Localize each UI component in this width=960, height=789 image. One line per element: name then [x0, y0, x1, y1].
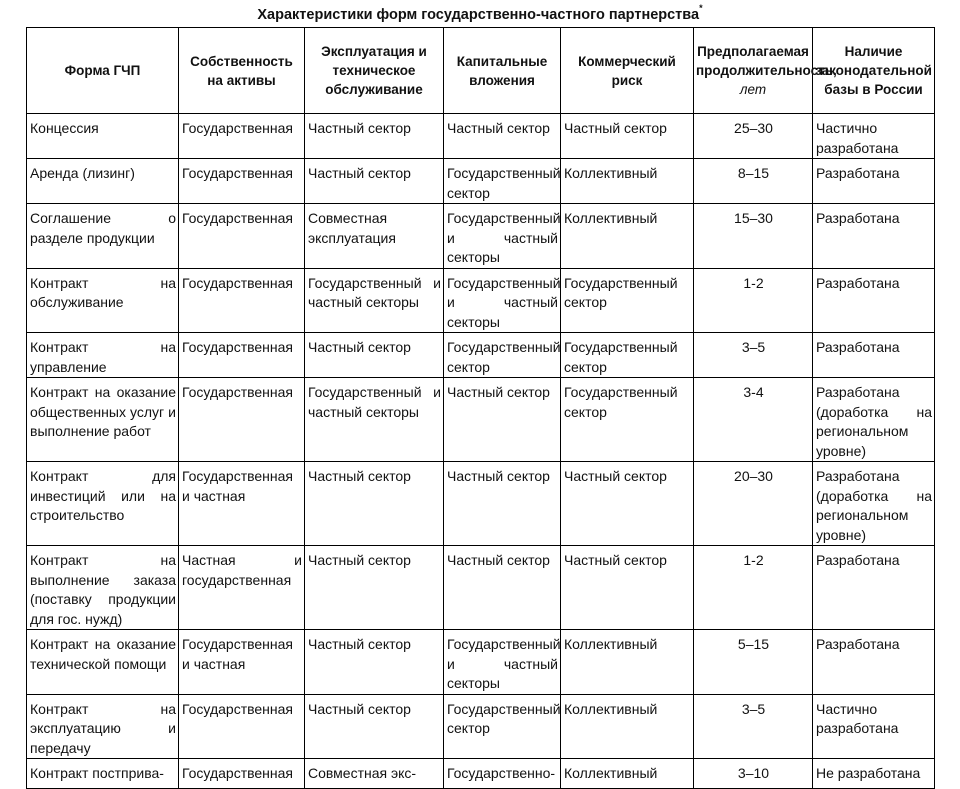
cell-operation: Государственный и частный секторы: [305, 378, 444, 462]
cell-duration: 3–10: [694, 759, 813, 789]
cell-ownership: Государственная: [179, 204, 305, 269]
header-risk: Коммерческий риск: [561, 28, 694, 114]
header-duration: [694, 28, 837, 114]
cell-form: Контракт на оказание общественных услуг и выполнение работ: [27, 378, 179, 462]
header-form: Форма ГЧП: [27, 28, 179, 114]
table-row: [27, 462, 935, 546]
ppp-forms-table: [26, 27, 935, 789]
cell-ownership: Частная и государственная: [179, 546, 305, 630]
header-row: [27, 28, 935, 114]
cell-form: Аренда (лизинг): [27, 159, 179, 204]
cell-capital: Государственный и частный секторы: [444, 204, 561, 269]
cell-risk: Коллективный: [561, 759, 694, 789]
cell-operation: Частный сектор: [305, 694, 444, 759]
table-row: [27, 378, 935, 462]
cell-risk: Коллективный: [561, 630, 694, 695]
cell-risk: Государственный сектор: [561, 268, 694, 333]
cell-form: Контракт на управление: [27, 333, 179, 378]
cell-legal: Разработана (доработка на региональном уровне): [813, 462, 935, 546]
cell-ownership: Государственная: [179, 114, 305, 159]
cell-duration: 5–15: [694, 630, 813, 695]
cell-capital: Государственно-: [444, 759, 561, 789]
cell-legal: Разработана: [813, 159, 935, 204]
cell-legal: Разработана: [813, 204, 935, 269]
cell-ownership: Государственная и частная: [179, 462, 305, 546]
cell-operation: Частный сектор: [305, 630, 444, 695]
cell-capital: Частный сектор: [444, 462, 561, 546]
cell-risk: Государственный сектор: [561, 378, 694, 462]
cell-risk: Частный сектор: [561, 546, 694, 630]
cell-form: Контракт на выполнение заказа (поставку продукции для гос. нужд): [27, 546, 179, 630]
cell-duration: 1-2: [694, 268, 813, 333]
cell-legal: Разработана: [813, 546, 935, 630]
header-duration-unit: лет: [739, 82, 767, 97]
table-row: [27, 694, 935, 759]
cell-capital: Частный сектор: [444, 114, 561, 159]
cell-operation: Совместная экс-: [305, 759, 444, 789]
cell-form: Контракт для инвестиций или на строительство: [27, 462, 179, 546]
cell-capital: Государственный и частный секторы: [444, 630, 561, 695]
header-ownership: Собственность на активы: [179, 28, 305, 114]
cell-capital: Частный сектор: [444, 378, 561, 462]
table-row: [27, 759, 935, 789]
cell-form: Контракт на эксплуатацию и передачу: [27, 694, 179, 759]
cell-form: Концессия: [27, 114, 179, 159]
cell-duration: 20–30: [694, 462, 813, 546]
cell-duration: 15–30: [694, 204, 813, 269]
cell-duration: 8–15: [694, 159, 813, 204]
cell-risk: Частный сектор: [561, 114, 694, 159]
cell-legal: Разработана: [813, 630, 935, 695]
cell-form: Контракт постприва-: [27, 759, 179, 789]
header-operation: Эксплуатация и техническое обслуживание: [305, 28, 444, 114]
cell-operation: Частный сектор: [305, 159, 444, 204]
cell-legal: Разработана: [813, 333, 935, 378]
cell-operation: Частный сектор: [305, 462, 444, 546]
cell-ownership: Государственная: [179, 694, 305, 759]
cell-duration: 25–30: [694, 114, 813, 159]
cell-operation: Частный сектор: [305, 546, 444, 630]
table-row: [27, 630, 935, 695]
cell-capital: Частный сектор: [444, 546, 561, 630]
table-row: [27, 114, 935, 159]
cell-form: Соглашение о разделе продукции: [27, 204, 179, 269]
cell-ownership: Государственная: [179, 378, 305, 462]
cell-legal: Разработана (доработка на региональном уровне): [813, 378, 935, 462]
header-capital: Капитальные вложения: [444, 28, 561, 114]
cell-ownership: Государственная: [179, 759, 305, 789]
cell-ownership: Государственная: [179, 333, 305, 378]
cell-ownership: Государственная: [179, 268, 305, 333]
cell-risk: Частный сектор: [561, 462, 694, 546]
cell-form: Контракт на оказание технической помощи: [27, 630, 179, 695]
cell-operation: Частный сектор: [305, 333, 444, 378]
cell-form: Контракт на обслуживание: [27, 268, 179, 333]
cell-risk: Коллективный: [561, 694, 694, 759]
title-text: Характеристики форм государственно-частного партнерства: [257, 6, 700, 23]
cell-legal: Не разработана: [813, 759, 935, 789]
cell-duration: 3–5: [694, 694, 813, 759]
cell-duration: 1-2: [694, 546, 813, 630]
cell-legal: Частично разработана: [813, 694, 935, 759]
cell-capital: Государственный сектор: [444, 159, 561, 204]
cell-risk: Государственный сектор: [561, 333, 694, 378]
table-row: [27, 333, 935, 378]
table-body: [27, 114, 935, 789]
cell-ownership: Государственная: [179, 159, 305, 204]
cell-legal: Разработана: [813, 268, 935, 333]
cell-duration: 3-4: [694, 378, 813, 462]
cell-risk: Коллективный: [561, 204, 694, 269]
table-row: [27, 546, 935, 630]
header-duration-text: Предполагаемая продолжительность,: [696, 44, 837, 78]
table-title: [0, 0, 960, 22]
cell-duration: 3–5: [694, 333, 813, 378]
cell-operation: Совместная эксплуатация: [305, 204, 444, 269]
header-legal: Наличие законодательной базы в России: [813, 28, 935, 114]
table-row: [27, 204, 935, 269]
cell-operation: Государственный и частный секторы: [305, 268, 444, 333]
cell-legal: Частично разработана: [813, 114, 935, 159]
cell-capital: Государственный и частный секторы: [444, 268, 561, 333]
cell-operation: Частный сектор: [305, 114, 444, 159]
table-row: [27, 268, 935, 333]
cell-ownership: Государственная и частная: [179, 630, 305, 695]
cell-capital: Государственный сектор: [444, 333, 561, 378]
title-footnote-mark: *: [699, 3, 703, 13]
cell-capital: Государственный сектор: [444, 694, 561, 759]
cell-risk: Коллективный: [561, 159, 694, 204]
table-row: [27, 159, 935, 204]
